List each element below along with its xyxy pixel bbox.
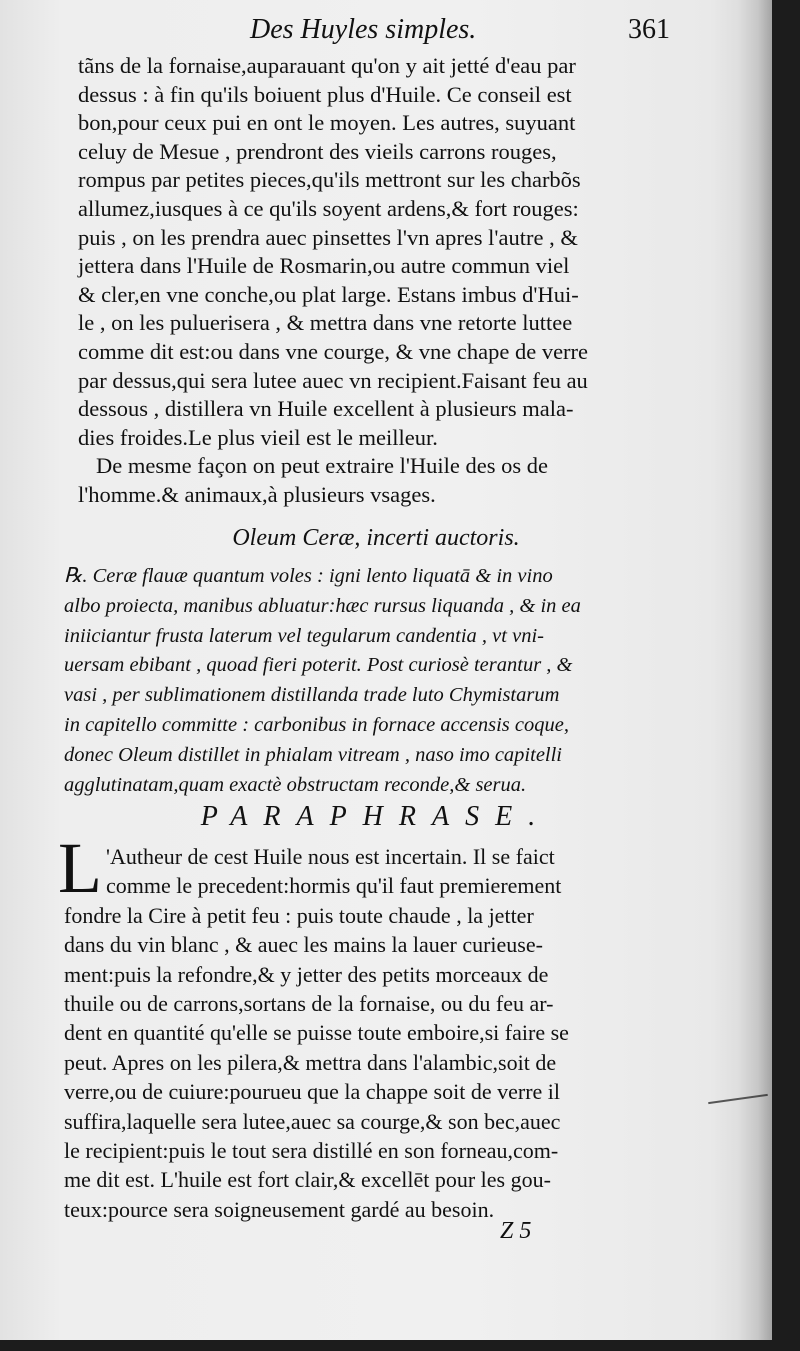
paraphrase-line: 'Autheur de cest Huile nous est incertain. Il se faict <box>106 844 555 869</box>
paraphrase-line: dans du vin blanc , & auec les mains la lauer curieuse- <box>64 932 543 958</box>
text-line: puis , on les prendra auec pinsettes l'vn apres l'autre , & <box>78 224 578 250</box>
page-header <box>250 10 670 50</box>
text-line: jettera dans l'Huile de Rosmarin,ou autre commun viel <box>78 253 570 279</box>
page-number: 361 <box>628 14 670 45</box>
recipe-line: vasi , per sublimationem distillanda trade luto Chymistarum <box>64 684 560 707</box>
paraphrase-line: verre,ou de cuiure:pourueu que la chappe soit de verre il <box>64 1079 561 1105</box>
text-line: tãns de la fornaise,auparauant qu'on y ait jetté d'eau par <box>78 53 576 78</box>
paraphrase-line: thuile ou de carrons,sortans de la fornaise, ou du feu ar- <box>64 991 554 1017</box>
text-line: l'homme.& animaux,à plusieurs vsages. <box>78 481 436 507</box>
recipe-line: albo proiecta, manibus abluatur:hæc rursus liquanda , & in ea <box>64 594 581 617</box>
recipe-line: agglutinatam,quam exactè obstructam reconde,& serua. <box>64 773 527 796</box>
text-line: De mesme façon on peut extraire l'Huile des os de <box>96 453 549 479</box>
text-line: par dessus,qui sera lutee auec vn recipient.Faisant feu au <box>78 367 588 393</box>
paraphrase-text <box>64 842 674 1224</box>
paraphrase-line: dent en quantité qu'elle se puisse toute emboire,si faire se <box>64 1020 569 1046</box>
recipe-line: iniiciantur frusta laterum vel tegularum candentia , vt vni- <box>64 624 544 647</box>
recipe-line: donec Oleum distillet in phialam vitream , naso imo capitelli <box>64 743 563 766</box>
text-line: dessous , distillera vn Huile excellent à plusieurs mala- <box>78 396 574 422</box>
signature-mark: Z 5 <box>500 1218 532 1244</box>
paraphrase-line: suffira,laquelle sera lutee,auec sa courge,& son bec,auec <box>64 1108 561 1134</box>
recipe-line: uersam ebibant , quoad fieri poterit. Post curiosè terantur , & <box>64 654 573 677</box>
text-line: celuy de Mesue , prendront des vieils carrons rouges, <box>78 138 557 164</box>
recipe-text <box>64 562 676 800</box>
recipe-line: ℞. Ceræ flauæ quantum voles : igni lento liquatā & in vino <box>64 565 553 587</box>
text-line: bon,pour ceux pui en ont le moyen. Les autres, suyuant <box>78 110 576 136</box>
paraphrase-line: peut. Apres on les pilera,& mettra dans l'alambic,soit de <box>64 1049 557 1075</box>
text-line: & cler,en vne conche,ou plat large. Estans imbus d'Hui- <box>78 281 579 307</box>
recipe-line: in capitello committe : carbonibus in fornace accensis coque, <box>64 713 569 736</box>
paraphrase-line: fondre la Cire à petit feu : puis toute chaude , la jetter <box>64 902 534 928</box>
drop-cap: L <box>58 828 102 908</box>
paraphrase-line: comme le precedent:hormis qu'il faut premierement <box>106 873 562 899</box>
body-text <box>78 52 674 510</box>
text-line: rompus par petites pieces,qu'ils mettront sur les charbõs <box>78 167 581 193</box>
text-line: dessus : à fin qu'ils boiuent plus d'Huile. Ce conseil est <box>78 81 572 107</box>
text-line: comme dit est:ou dans vne courge, & vne chape de verre <box>78 338 589 364</box>
paraphrase-line: me dit est. L'huile est fort clair,& excellēt pour les gou- <box>64 1167 551 1193</box>
running-title: Des Huyles simples. <box>250 14 477 45</box>
recipe-heading: Oleum Ceræ, incerti auctoris. <box>232 525 520 551</box>
text-line: dies froides.Le plus vieil est le meilleur. <box>78 424 438 450</box>
text-line: le , on les puluerisera , & mettra dans vne retorte luttee <box>78 310 573 336</box>
text-line: allumez,iusques à ce qu'ils soyent ardens,& fort rouges: <box>78 195 579 221</box>
paraphrase-title: PARAPHRASE. <box>200 801 552 832</box>
paraphrase-line: le recipient:puis le tout sera distillé en son forneau,com- <box>64 1138 559 1164</box>
margin-rule <box>708 1094 768 1104</box>
paraphrase-line: ment:puis la refondre,& y jetter des petits morceaux de <box>64 961 549 987</box>
paraphrase-line: teux:pource sera soigneusement gardé au besoin. <box>64 1196 495 1222</box>
